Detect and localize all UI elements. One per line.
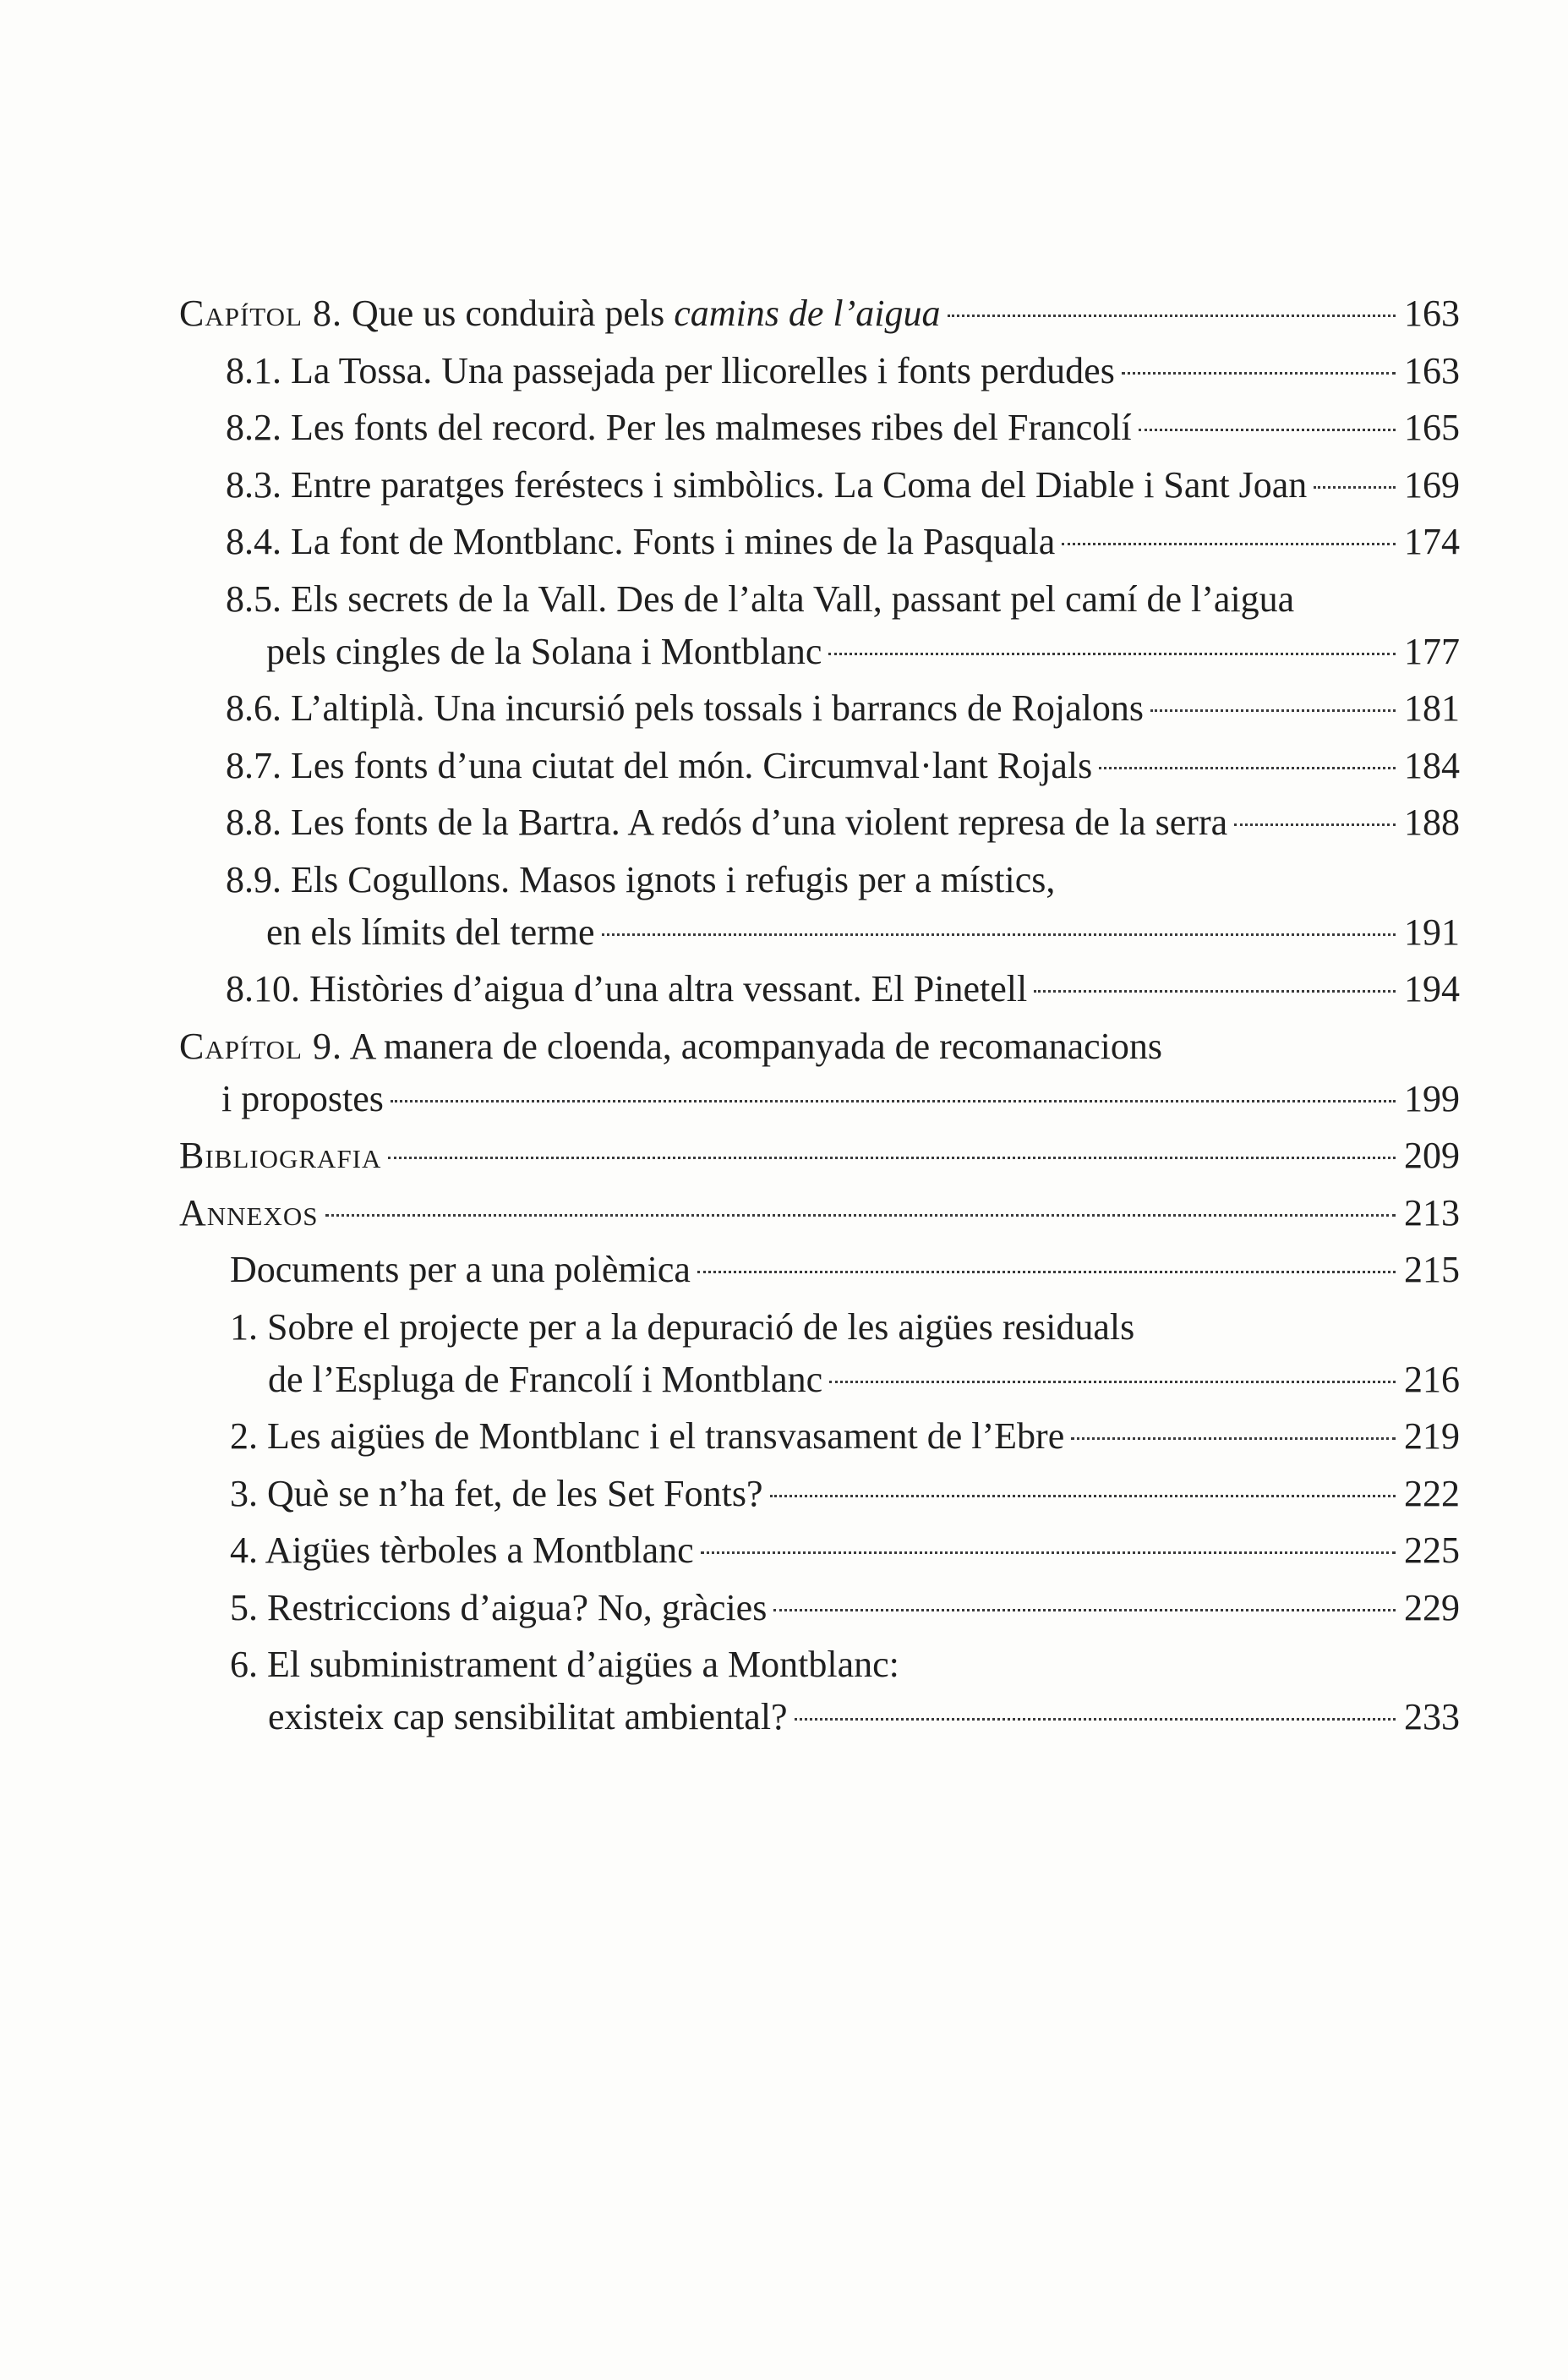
- entry-title: Restriccions d’aigua? No, gràcies: [267, 1586, 768, 1628]
- toc-entry-annex-1[interactable]: [179, 1301, 1460, 1406]
- toc-entry-annex-5[interactable]: [179, 1582, 1460, 1634]
- toc-entry-documents[interactable]: [179, 1244, 1460, 1296]
- toc-entry-section-5[interactable]: [179, 573, 1460, 678]
- entry-title: Els Cogullons. Masos ignots i refugis per a místics,: [291, 858, 1056, 900]
- entry-title-continued: pels cingles de la Solana i Montblanc: [266, 630, 822, 672]
- dot-leader: [391, 1100, 1396, 1102]
- dot-leader: [795, 1718, 1396, 1721]
- documents-label: Documents per a una polèmica: [230, 1249, 691, 1290]
- page-number: 215: [1404, 1249, 1460, 1290]
- chapter-title: Que us conduirà pels: [352, 293, 665, 334]
- dot-leader: [1234, 823, 1396, 826]
- toc-entry-section-10[interactable]: [179, 963, 1460, 1015]
- entry-title: El subministrament d’aigües a Montblanc:: [267, 1644, 899, 1685]
- page-number: 163: [1404, 349, 1460, 391]
- entry-title: Les fonts de la Bartra. A redós d’una violent represa de la serra: [291, 802, 1228, 843]
- entry-title: Què se n’ha fet, de les Set Fonts?: [267, 1472, 763, 1514]
- dot-leader: [828, 653, 1396, 655]
- page-number: 177: [1404, 630, 1460, 672]
- dot-leader: [948, 315, 1396, 317]
- page-number: 229: [1404, 1586, 1460, 1628]
- toc-entry-chapter-9[interactable]: [179, 1020, 1460, 1125]
- entry-number: 8.9.: [226, 858, 281, 900]
- entry-title: Els secrets de la Vall. Des de l’alta Vall, passant pel camí de l’aigua: [291, 577, 1295, 620]
- dot-leader: [770, 1495, 1396, 1497]
- entry-number: 8.2.: [226, 407, 281, 448]
- dot-leader: [697, 1271, 1396, 1273]
- entry-number: 8.1.: [226, 349, 281, 391]
- page-number: 188: [1404, 802, 1460, 843]
- entry-title-continued: de l’Espluga de Francolí i Montblanc: [268, 1358, 823, 1400]
- dot-leader: [829, 1381, 1396, 1383]
- chapter-title-continued: i propostes: [221, 1077, 384, 1119]
- entry-number: 8.3.: [226, 463, 281, 506]
- entry-number: 6.: [230, 1644, 258, 1685]
- page-number: 191: [1404, 911, 1460, 953]
- toc-entry-section-4[interactable]: [179, 516, 1460, 568]
- page-number: 199: [1404, 1077, 1460, 1119]
- entry-number: 8.7.: [226, 744, 281, 786]
- page-number: 169: [1404, 463, 1460, 506]
- toc-entry-section-1[interactable]: [179, 345, 1460, 397]
- toc-entry-section-8[interactable]: [179, 796, 1460, 849]
- dot-leader: [1139, 429, 1396, 431]
- page-number: 165: [1404, 407, 1460, 448]
- dot-leader: [602, 933, 1396, 936]
- dot-leader: [325, 1214, 1396, 1217]
- toc-entry-section-7[interactable]: [179, 740, 1460, 792]
- dot-leader: [1099, 767, 1396, 769]
- chapter-title: A manera de cloenda, acompanyada de recomanacions: [349, 1025, 1163, 1067]
- entry-number: 8.6.: [226, 687, 281, 729]
- page-number: 194: [1404, 968, 1460, 1009]
- page-number: 184: [1404, 744, 1460, 786]
- entry-title: Històries d’aigua d’una altra vessant. El Pinetell: [309, 968, 1028, 1009]
- dot-leader: [773, 1609, 1396, 1611]
- annexes-label: Annexos: [179, 1191, 319, 1234]
- chapter-title-italic: camins de l’aigua: [674, 293, 941, 334]
- dot-leader: [701, 1551, 1396, 1554]
- entry-title: La font de Montblanc. Fonts i mines de la Pasquala: [291, 521, 1056, 562]
- entry-number: 2.: [230, 1415, 258, 1457]
- page-number: 209: [1404, 1135, 1460, 1176]
- toc-entry-section-6[interactable]: [179, 682, 1460, 735]
- entry-number: 5.: [230, 1586, 258, 1628]
- entry-title-continued: en els límits del terme: [266, 911, 595, 953]
- entry-number: 8.4.: [226, 521, 281, 562]
- page-number: 213: [1404, 1191, 1460, 1234]
- toc-entry-annex-6[interactable]: [179, 1639, 1460, 1743]
- page-number: 181: [1404, 687, 1460, 729]
- page-number: 225: [1404, 1529, 1460, 1571]
- toc-entry-section-9[interactable]: [179, 854, 1460, 959]
- toc-entry-annex-3[interactable]: [179, 1468, 1460, 1520]
- page-number: 219: [1404, 1415, 1460, 1457]
- page-number: 233: [1404, 1696, 1460, 1737]
- dot-leader: [1314, 486, 1396, 489]
- entry-title: Les fonts d’una ciutat del món. Circumval·lant Rojals: [291, 744, 1093, 786]
- entry-title: Les aigües de Montblanc i el transvasament de l’Ebre: [267, 1415, 1065, 1457]
- entry-title-continued: existeix cap sensibilitat ambiental?: [268, 1696, 788, 1737]
- chapter-label: Capítol 9.: [179, 1025, 342, 1067]
- dot-leader: [1122, 372, 1396, 375]
- dot-leader: [1034, 990, 1396, 993]
- bibliography-label: Bibliografia: [179, 1135, 382, 1176]
- dot-leader: [1071, 1437, 1396, 1440]
- entry-number: 8.5.: [226, 577, 281, 620]
- entry-number: 4.: [230, 1529, 258, 1571]
- entry-number: 3.: [230, 1472, 258, 1514]
- toc-entry-bibliography[interactable]: [179, 1130, 1460, 1182]
- toc-entry-section-3[interactable]: [179, 459, 1460, 512]
- entry-title: L’altiplà. Una incursió pels tossals i barrancs de Rojalons: [291, 687, 1144, 729]
- entry-title: Aigües tèrboles a Montblanc: [265, 1529, 694, 1571]
- table-of-contents: [179, 287, 1460, 1748]
- dot-leader: [1150, 709, 1396, 712]
- page-number: 174: [1404, 521, 1460, 562]
- entry-title: La Tossa. Una passejada per llicorelles i fonts perdudes: [291, 349, 1115, 391]
- entry-number: 1.: [230, 1305, 258, 1348]
- toc-entry-annex-2[interactable]: [179, 1410, 1460, 1463]
- page-number: 222: [1404, 1472, 1460, 1514]
- page-number: 163: [1404, 293, 1460, 334]
- toc-entry-section-2[interactable]: [179, 402, 1460, 454]
- toc-entry-annexes[interactable]: [179, 1187, 1460, 1239]
- toc-entry-chapter-8[interactable]: [179, 287, 1460, 340]
- chapter-label: Capítol 8.: [179, 293, 342, 334]
- entry-title: Entre paratges feréstecs i simbòlics. La Coma del Diable i Sant Joan: [291, 463, 1308, 506]
- entry-title: Sobre el projecte per a la depuració de les aigües residuals: [267, 1305, 1135, 1348]
- entry-number: 8.8.: [226, 802, 281, 843]
- dot-leader: [388, 1157, 1396, 1159]
- toc-entry-annex-4[interactable]: [179, 1524, 1460, 1577]
- dot-leader: [1062, 543, 1396, 545]
- entry-number: 8.10.: [226, 968, 300, 1009]
- page-number: 216: [1404, 1358, 1460, 1400]
- entry-title: Les fonts del record. Per les malmeses ribes del Francolí: [291, 407, 1132, 448]
